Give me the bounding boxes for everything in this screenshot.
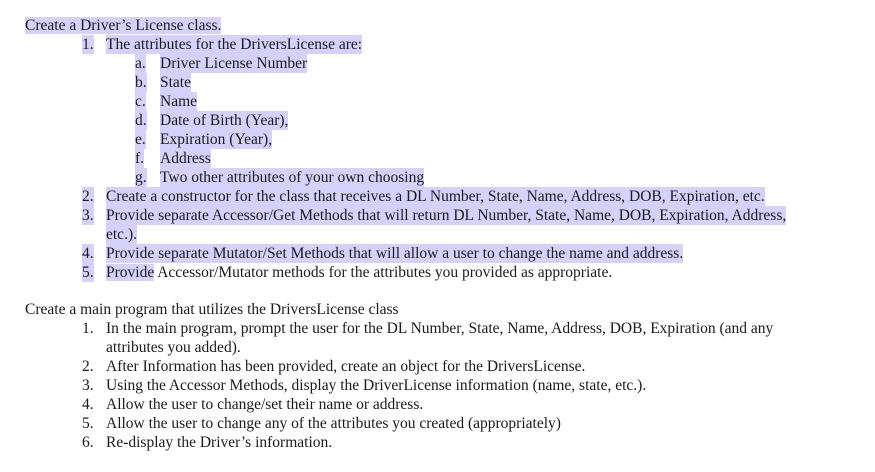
s1-item-3-cont-text: etc.). (106, 226, 137, 243)
s2-item-2 (25, 357, 865, 376)
s1-subitem-g (25, 168, 865, 187)
s2-item-1-cont-text: attributes you added). (106, 339, 241, 356)
s1-subitem-e-text: Expiration (Year), (160, 131, 273, 148)
section-gap (25, 282, 865, 300)
s1-item-2-num: 2. (82, 188, 94, 205)
section1-title: Create a Driver’s License class. (25, 17, 222, 34)
s1-item-3-continuation (25, 225, 865, 244)
s1-subitem-d-letter: d. (135, 112, 147, 129)
s2-item-1-num: 1. (82, 320, 94, 337)
section2-title-line (25, 300, 865, 319)
s2-item-5-text: Allow the user to change any of the attributes you created (appropriately) (106, 415, 561, 432)
s1-item-3-text: Provide separate Accessor/Get Methods that will return DL Number, State, Name, DOB, Expiration, Address, (106, 207, 787, 224)
s2-item-5-num: 5. (82, 415, 94, 432)
section2-title: Create a main program that utilizes the DriversLicense class (25, 301, 399, 318)
s1-subitem-f (25, 149, 865, 168)
s1-subitem-c-letter: c. (135, 93, 146, 110)
s2-item-6-num: 6. (82, 434, 94, 451)
s1-subitem-a-letter: a. (135, 55, 146, 72)
s2-item-6 (25, 433, 865, 452)
s1-subitem-e-letter: e. (135, 131, 146, 148)
s2-item-3-text: Using the Accessor Methods, display the DriverLicense information (name, state, etc.). (106, 377, 647, 394)
s1-item-4-text: Provide separate Mutator/Set Methods that will allow a user to change the name and address. (106, 245, 684, 262)
s1-subitem-c-text: Name (160, 93, 198, 110)
s1-subitem-b (25, 73, 865, 92)
s1-item-5-num: 5. (82, 264, 94, 281)
s1-item-5-text-rest: Accessor/Mutator methods for the attributes you provided as appropriate. (154, 264, 613, 281)
s1-subitem-a (25, 54, 865, 73)
s2-item-4-text: Allow the user to change/set their name or address. (106, 396, 424, 413)
s1-item-1-text: The attributes for the DriversLicense are: (106, 36, 363, 53)
s1-item-1-num: 1. (82, 36, 94, 53)
s1-item-1 (25, 35, 865, 54)
s2-item-1-text: In the main program, prompt the user for the DL Number, State, Name, Address, DOB, Expiration (and any (106, 320, 774, 337)
s1-item-4-num: 4. (82, 245, 94, 262)
s1-subitem-g-text: Two other attributes of your own choosing (160, 169, 425, 186)
s2-item-2-num: 2. (82, 358, 94, 375)
s2-item-6-text: Re-display the Driver’s information. (106, 434, 333, 451)
s1-subitem-f-letter: f. (135, 150, 145, 167)
s2-item-4-num: 4. (82, 396, 94, 413)
s1-subitem-d-text: Date of Birth (Year), (160, 112, 289, 129)
s2-item-2-text: After Information has been provided, create an object for the DriversLicense. (106, 358, 586, 375)
s1-subitem-b-letter: b. (135, 74, 147, 91)
s1-item-2-text: Create a constructor for the class that receives a DL Number, State, Name, Address, DOB, Expiration, etc. (106, 188, 765, 205)
s1-item-5 (25, 263, 865, 282)
document (25, 16, 865, 452)
s1-subitem-g-letter: g. (135, 169, 147, 186)
s1-item-3 (25, 206, 865, 225)
s2-item-1 (25, 319, 865, 338)
s1-subitem-e (25, 130, 865, 149)
s1-subitem-d (25, 111, 865, 130)
s2-item-3 (25, 376, 865, 395)
s1-subitem-c (25, 92, 865, 111)
s2-item-1-continuation (25, 338, 865, 357)
s1-item-4 (25, 244, 865, 263)
s2-item-3-num: 3. (82, 377, 94, 394)
s1-subitem-f-text: Address (160, 150, 211, 167)
s1-item-3-num: 3. (82, 207, 94, 224)
section1-title-line (25, 16, 865, 35)
s1-item-2 (25, 187, 865, 206)
s1-item-5-text-highlighted: Provide (106, 264, 155, 281)
s1-subitem-b-text: State (160, 74, 191, 91)
s1-item-5-text (106, 263, 612, 282)
s1-subitem-a-text: Driver License Number (160, 55, 308, 72)
s2-item-5 (25, 414, 865, 433)
s2-item-4 (25, 395, 865, 414)
